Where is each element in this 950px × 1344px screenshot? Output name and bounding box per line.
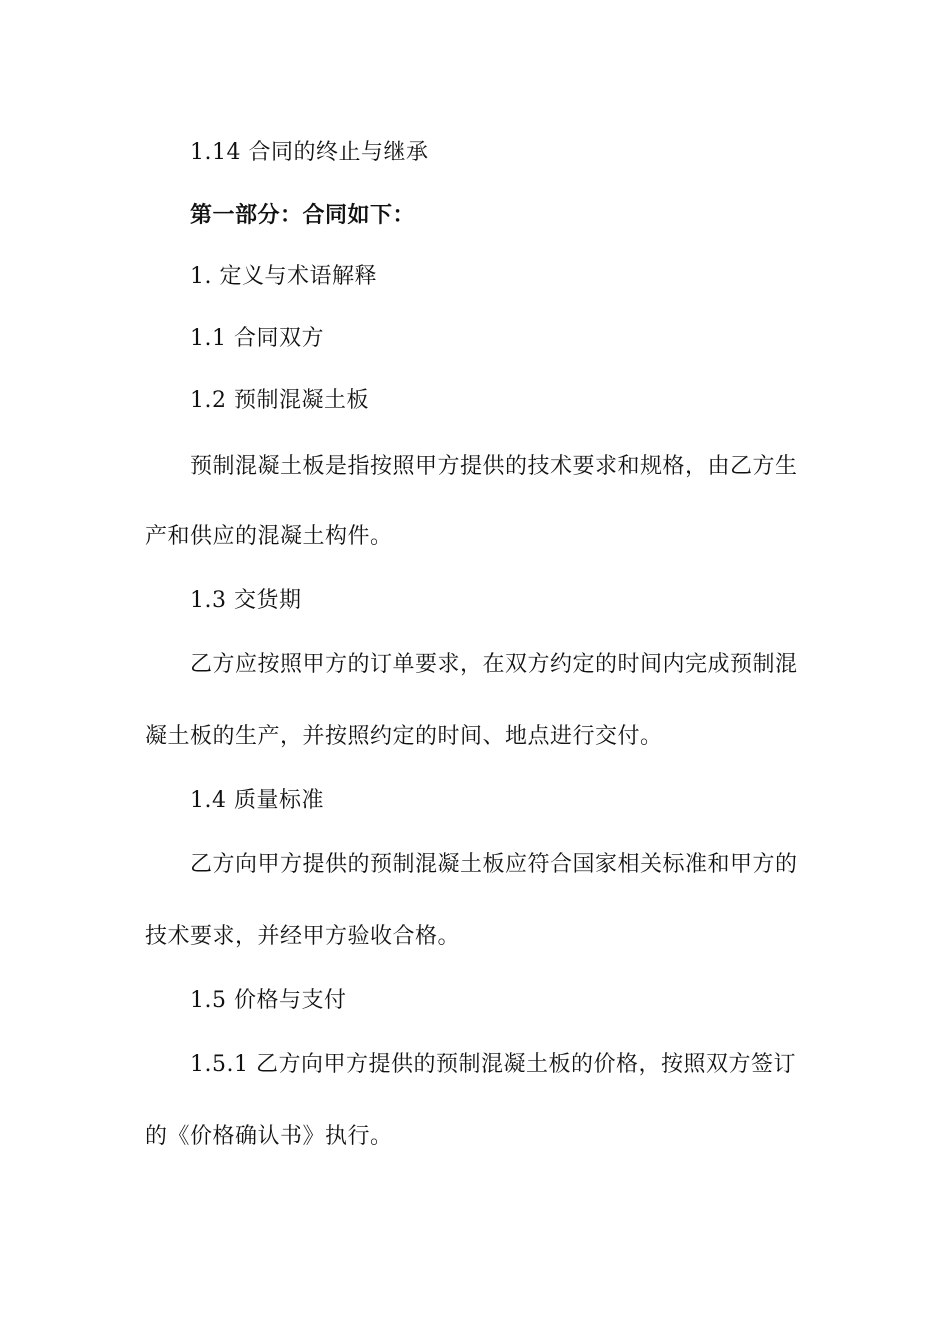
paragraph-1-5-1-line-1: 1.5.1 乙方向甲方提供的预制混凝土板的价格，按照双方签订: [190, 1052, 796, 1077]
section-heading-1-5: 1.5 价格与支付: [190, 988, 347, 1013]
paragraph-1-3-line-1: 乙方应按照甲方的订单要求，在双方约定的时间内完成预制混: [190, 652, 798, 677]
paragraph-1-2-line-2: 产和供应的混凝土构件。: [145, 524, 393, 549]
section-heading-1-3: 1.3 交货期: [190, 588, 302, 613]
paragraph-1-5-1-line-2: 的《价格确认书》执行。: [145, 1124, 393, 1149]
section-heading-1-2: 1.2 预制混凝土板: [190, 388, 369, 413]
paragraph-1-2-line-1: 预制混凝土板是指按照甲方提供的技术要求和规格，由乙方生: [190, 454, 798, 479]
section-heading-1: 1. 定义与术语解释: [190, 264, 377, 289]
paragraph-1-4-line-1: 乙方向甲方提供的预制混凝土板应符合国家相关标准和甲方的: [190, 852, 798, 877]
part-one-heading: 第一部分：合同如下：: [190, 202, 416, 228]
section-heading-1-14: 1.14 合同的终止与继承: [190, 140, 429, 165]
paragraph-1-3-line-2: 凝土板的生产，并按照约定的时间、地点进行交付。: [145, 724, 663, 749]
section-heading-1-4: 1.4 质量标准: [190, 788, 324, 813]
section-heading-1-1: 1.1 合同双方: [190, 326, 324, 351]
paragraph-1-4-line-2: 技术要求，并经甲方验收合格。: [145, 924, 461, 949]
